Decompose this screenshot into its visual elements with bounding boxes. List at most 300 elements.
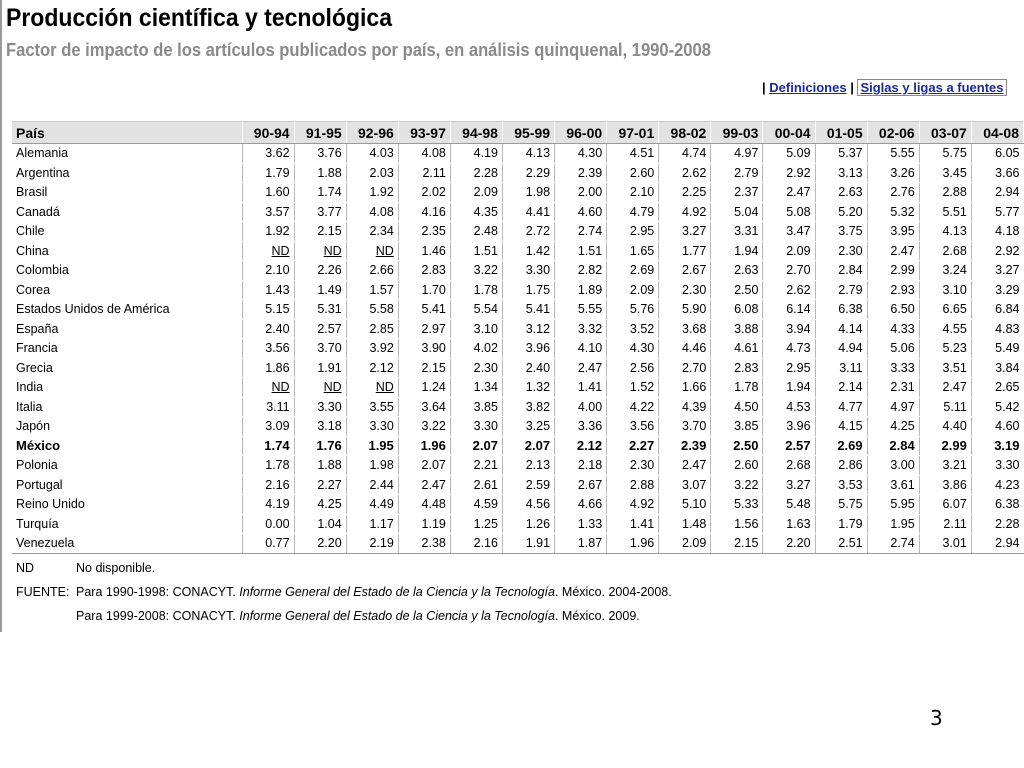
value-cell: 2.30 [659,280,711,300]
value-cell: 5.76 [607,300,659,320]
country-cell: México [12,436,242,456]
table-row [12,319,1024,339]
column-header-period: 94-98 [450,122,502,144]
value-cell: 4.53 [763,397,815,417]
value-cell: 5.10 [659,495,711,515]
value-cell: 3.88 [711,319,763,339]
nd-text: No disponible. [76,561,156,575]
value-cell: 4.61 [711,339,763,359]
table-row [12,241,1024,261]
value-cell: 1.46 [398,241,450,261]
value-cell: 5.48 [763,495,815,515]
value-cell: 5.20 [815,202,867,222]
acronyms-sources-link[interactable]: Siglas y ligas a fuentes [857,79,1006,96]
table-row [12,358,1024,378]
table-row [12,495,1024,515]
page-subtitle: Factor de impacto de los artículos publicados por país, en análisis quinquenal, 1990-2008 [6,40,711,60]
value-cell: 3.53 [815,475,867,495]
value-cell: 1.19 [398,514,450,534]
value-cell: 4.23 [971,475,1023,495]
value-cell: 1.92 [346,183,398,203]
value-cell: 2.65 [971,378,1023,398]
value-cell: 2.84 [867,436,919,456]
value-cell: 2.63 [711,261,763,281]
value-cell: 4.73 [763,339,815,359]
value-cell: 2.16 [450,534,502,554]
value-cell: 3.36 [555,417,607,437]
value-cell: 6.65 [919,300,971,320]
value-cell: 4.97 [867,397,919,417]
value-cell: 2.38 [398,534,450,554]
value-cell: 5.09 [763,144,815,164]
value-cell: 2.47 [919,378,971,398]
page-number: 3 [930,706,943,730]
value-cell: 2.83 [398,261,450,281]
value-cell: 2.68 [919,241,971,261]
value-cell: 2.18 [555,456,607,476]
value-cell: 3.86 [919,475,971,495]
value-cell: 4.15 [815,417,867,437]
table-row [12,456,1024,476]
value-cell: 3.82 [502,397,554,417]
value-cell: 3.21 [919,456,971,476]
value-cell: 1.74 [242,436,294,456]
value-cell: 3.30 [294,397,346,417]
value-cell: 2.35 [398,222,450,242]
value-cell: 3.62 [242,144,294,164]
source-line-2: Para 1999-2008: CONACYT. Informe General del Estado de la Ciencia y la Tecnología. México. 2009. [76,609,640,623]
table-row [12,144,1024,164]
value-cell: 2.07 [398,456,450,476]
value-cell: 4.97 [711,144,763,164]
country-cell: Canadá [12,202,242,222]
column-header-period: 02-06 [867,122,919,144]
value-cell: 2.99 [919,436,971,456]
value-cell: 3.85 [711,417,763,437]
value-cell: 3.68 [659,319,711,339]
value-cell: 5.58 [346,300,398,320]
value-cell: 2.94 [971,534,1023,554]
value-cell: 3.75 [815,222,867,242]
value-cell: 1.74 [294,183,346,203]
country-cell: China [12,241,242,261]
value-cell: 2.92 [763,163,815,183]
value-cell: 1.77 [659,241,711,261]
value-cell: 4.92 [607,495,659,515]
value-cell: 2.57 [763,436,815,456]
value-cell: 2.03 [346,163,398,183]
value-cell: 6.07 [919,495,971,515]
value-cell: 2.72 [502,222,554,242]
value-cell: ND [242,241,294,261]
value-cell: 2.95 [607,222,659,242]
value-cell: 4.18 [971,222,1023,242]
value-cell: 5.41 [502,300,554,320]
value-cell: 1.91 [502,534,554,554]
value-cell: 2.12 [346,358,398,378]
value-cell: 2.27 [294,475,346,495]
value-cell: 2.16 [242,475,294,495]
column-header-period: 98-02 [659,122,711,144]
value-cell: 1.57 [346,280,398,300]
column-header-period: 92-96 [346,122,398,144]
table-row [12,397,1024,417]
value-cell: 3.94 [763,319,815,339]
value-cell: 1.42 [502,241,554,261]
value-cell: 5.23 [919,339,971,359]
value-cell: 1.96 [398,436,450,456]
value-cell: 1.98 [502,183,554,203]
country-cell: Argentina [12,163,242,183]
value-cell: 2.51 [815,534,867,554]
value-cell: 2.66 [346,261,398,281]
value-cell: 3.70 [659,417,711,437]
value-cell: 1.24 [398,378,450,398]
value-cell: 4.79 [607,202,659,222]
column-header-period: 95-99 [502,122,554,144]
value-cell: 2.47 [867,241,919,261]
value-cell: 1.78 [242,456,294,476]
value-cell: 2.84 [815,261,867,281]
value-cell: 2.00 [555,183,607,203]
value-cell: 4.74 [659,144,711,164]
country-cell: India [12,378,242,398]
value-cell: 4.60 [555,202,607,222]
value-cell: 2.47 [555,358,607,378]
value-cell: 3.30 [502,261,554,281]
value-cell: 2.67 [659,261,711,281]
value-cell: 3.01 [919,534,971,554]
value-cell: 5.06 [867,339,919,359]
value-cell: 3.56 [607,417,659,437]
value-cell: 2.60 [711,456,763,476]
value-cell: 4.66 [555,495,607,515]
value-cell: 3.10 [450,319,502,339]
value-cell: 1.51 [555,241,607,261]
value-cell: 4.94 [815,339,867,359]
value-cell: 4.25 [867,417,919,437]
value-cell: 1.41 [555,378,607,398]
value-cell: 2.47 [763,183,815,203]
value-cell: 2.60 [607,163,659,183]
value-cell: 2.11 [919,514,971,534]
value-cell: 4.19 [242,495,294,515]
impact-factor-table [12,121,1024,554]
value-cell: 1.17 [346,514,398,534]
country-cell: Japón [12,417,242,437]
value-cell: 6.05 [971,144,1023,164]
value-cell: 6.50 [867,300,919,320]
value-cell: 4.40 [919,417,971,437]
value-cell: 1.88 [294,456,346,476]
value-cell: 3.66 [971,163,1023,183]
value-cell: 3.26 [867,163,919,183]
value-cell: 1.87 [555,534,607,554]
value-cell: 4.59 [450,495,502,515]
value-cell: 6.08 [711,300,763,320]
value-cell: 1.51 [450,241,502,261]
value-cell: 5.49 [971,339,1023,359]
value-cell: 2.69 [607,261,659,281]
value-cell: 4.35 [450,202,502,222]
value-cell: 2.09 [450,183,502,203]
value-cell: 6.38 [971,495,1023,515]
value-cell: 3.22 [398,417,450,437]
value-cell: 4.08 [346,202,398,222]
value-cell: 4.19 [450,144,502,164]
value-cell: 5.51 [919,202,971,222]
table-row [12,280,1024,300]
value-cell: 2.93 [867,280,919,300]
value-cell: 1.91 [294,358,346,378]
value-cell: 3.25 [502,417,554,437]
value-cell: 3.19 [971,436,1023,456]
value-cell: 2.19 [346,534,398,554]
value-cell: 2.48 [450,222,502,242]
table-row [12,222,1024,242]
value-cell: 4.92 [659,202,711,222]
value-cell: 4.02 [450,339,502,359]
value-cell: 2.50 [711,280,763,300]
value-cell: 3.32 [555,319,607,339]
table-row [12,202,1024,222]
column-header-period: 97-01 [607,122,659,144]
column-header-period: 91-95 [294,122,346,144]
value-cell: 1.75 [502,280,554,300]
value-cell: 1.89 [555,280,607,300]
value-cell: 3.45 [919,163,971,183]
value-cell: 4.48 [398,495,450,515]
value-cell: 1.79 [242,163,294,183]
value-cell: 2.70 [763,261,815,281]
column-header-period: 96-00 [555,122,607,144]
value-cell: 2.20 [294,534,346,554]
value-cell: 4.50 [711,397,763,417]
value-cell: 2.57 [294,319,346,339]
value-cell: 3.29 [971,280,1023,300]
column-header-period: 00-04 [763,122,815,144]
value-cell: 0.77 [242,534,294,554]
value-cell: 1.78 [450,280,502,300]
value-cell: 2.09 [763,241,815,261]
value-cell: 2.88 [607,475,659,495]
value-cell: 5.42 [971,397,1023,417]
country-cell: Grecia [12,358,242,378]
value-cell: 3.84 [971,358,1023,378]
value-cell: 2.79 [711,163,763,183]
value-cell: 2.25 [659,183,711,203]
value-cell: 2.26 [294,261,346,281]
value-cell: 3.27 [659,222,711,242]
value-cell: 3.57 [242,202,294,222]
value-cell: 2.15 [711,534,763,554]
value-cell: 4.83 [971,319,1023,339]
source-line-1: Para 1990-1998: CONACYT. Informe General del Estado de la Ciencia y la Tecnología. México. 2004-2008. [76,585,672,599]
value-cell: 3.64 [398,397,450,417]
value-cell: 2.79 [815,280,867,300]
value-cell: 2.74 [555,222,607,242]
definitions-link[interactable]: Definiciones [769,80,847,95]
table-row [12,534,1024,554]
value-cell: 4.33 [867,319,919,339]
value-cell: 3.33 [867,358,919,378]
value-cell: 5.32 [867,202,919,222]
country-cell: Portugal [12,475,242,495]
value-cell: 3.11 [815,358,867,378]
value-cell: 4.03 [346,144,398,164]
value-cell: 2.10 [607,183,659,203]
value-cell: 2.67 [555,475,607,495]
value-cell: 6.84 [971,300,1023,320]
table-row [12,300,1024,320]
value-cell: 1.34 [450,378,502,398]
value-cell: 2.12 [555,436,607,456]
value-cell: 3.61 [867,475,919,495]
value-cell: 3.24 [919,261,971,281]
table-row [12,378,1024,398]
country-cell: Francia [12,339,242,359]
value-cell: 1.65 [607,241,659,261]
value-cell: 4.77 [815,397,867,417]
value-cell: 2.83 [711,358,763,378]
value-cell: 2.70 [659,358,711,378]
value-cell: 2.95 [763,358,815,378]
value-cell: 3.30 [450,417,502,437]
value-cell: 3.90 [398,339,450,359]
value-cell: 3.07 [659,475,711,495]
country-cell: Estados Unidos de América [12,300,242,320]
value-cell: 2.50 [711,436,763,456]
source-key: FUENTE: [16,585,70,599]
value-cell: 1.92 [242,222,294,242]
value-cell: 1.25 [450,514,502,534]
value-cell: 1.94 [763,378,815,398]
value-cell: 2.28 [971,514,1023,534]
value-cell: 5.37 [815,144,867,164]
value-cell: 2.09 [607,280,659,300]
value-cell: 4.30 [555,144,607,164]
value-cell: 2.10 [242,261,294,281]
value-cell: 1.79 [815,514,867,534]
value-cell: 2.07 [502,436,554,456]
value-cell: 2.14 [815,378,867,398]
value-cell: 3.76 [294,144,346,164]
value-cell: 5.55 [867,144,919,164]
value-cell: 2.15 [294,222,346,242]
column-header-country: País [12,122,242,144]
value-cell: 1.56 [711,514,763,534]
value-cell: 2.68 [763,456,815,476]
value-cell: 4.16 [398,202,450,222]
value-cell: 3.30 [346,417,398,437]
column-header-period: 99-03 [711,122,763,144]
value-cell: 2.40 [242,319,294,339]
value-cell: 2.63 [815,183,867,203]
column-header-period: 01-05 [815,122,867,144]
value-cell: 1.88 [294,163,346,183]
table-header-row [12,122,1024,144]
value-cell: 1.26 [502,514,554,534]
value-cell: 2.76 [867,183,919,203]
value-cell: 3.27 [763,475,815,495]
nd-key: ND [16,561,35,575]
link-separator: | [762,80,766,95]
value-cell: 3.10 [919,280,971,300]
value-cell: 1.52 [607,378,659,398]
value-cell: 2.37 [711,183,763,203]
column-header-period: 04-08 [971,122,1023,144]
page-title: Producción científica y tecnológica [6,4,392,32]
column-header-period: 93-97 [398,122,450,144]
value-cell: 3.85 [450,397,502,417]
value-cell: 2.02 [398,183,450,203]
value-cell: 2.11 [398,163,450,183]
value-cell: 4.13 [502,144,554,164]
value-cell: 1.95 [346,436,398,456]
value-cell: 1.41 [607,514,659,534]
value-cell: 3.12 [502,319,554,339]
value-cell: 3.47 [763,222,815,242]
table-row [12,436,1024,456]
country-cell: Polonia [12,456,242,476]
value-cell: 4.49 [346,495,398,515]
value-cell: 5.77 [971,202,1023,222]
value-cell: ND [242,378,294,398]
value-cell: 5.15 [242,300,294,320]
country-cell: Corea [12,280,242,300]
table-row [12,339,1024,359]
value-cell: 4.60 [971,417,1023,437]
value-cell: 1.95 [867,514,919,534]
value-cell: 4.22 [607,397,659,417]
value-cell: 4.55 [919,319,971,339]
value-cell: 5.75 [919,144,971,164]
value-cell: 3.96 [502,339,554,359]
value-cell: 2.27 [607,436,659,456]
country-cell: España [12,319,242,339]
value-cell: 3.31 [711,222,763,242]
country-cell: Reino Unido [12,495,242,515]
value-cell: ND [346,241,398,261]
top-links [762,80,1007,95]
value-cell: 3.22 [711,475,763,495]
value-cell: 3.00 [867,456,919,476]
value-cell: 2.88 [919,183,971,203]
value-cell: 5.54 [450,300,502,320]
table-row [12,163,1024,183]
value-cell: 1.49 [294,280,346,300]
value-cell: 1.48 [659,514,711,534]
table-row [12,261,1024,281]
value-cell: 3.30 [971,456,1023,476]
value-cell: 2.69 [815,436,867,456]
value-cell: 1.63 [763,514,815,534]
value-cell: 1.96 [607,534,659,554]
country-cell: Brasil [12,183,242,203]
value-cell: 4.10 [555,339,607,359]
value-cell: 1.32 [502,378,554,398]
value-cell: 5.04 [711,202,763,222]
value-cell: 2.30 [815,241,867,261]
country-cell: Colombia [12,261,242,281]
value-cell: 2.13 [502,456,554,476]
country-cell: Italia [12,397,242,417]
value-cell: 1.43 [242,280,294,300]
value-cell: 4.56 [502,495,554,515]
table-row [12,183,1024,203]
table-notes [16,556,672,628]
value-cell: 3.56 [242,339,294,359]
